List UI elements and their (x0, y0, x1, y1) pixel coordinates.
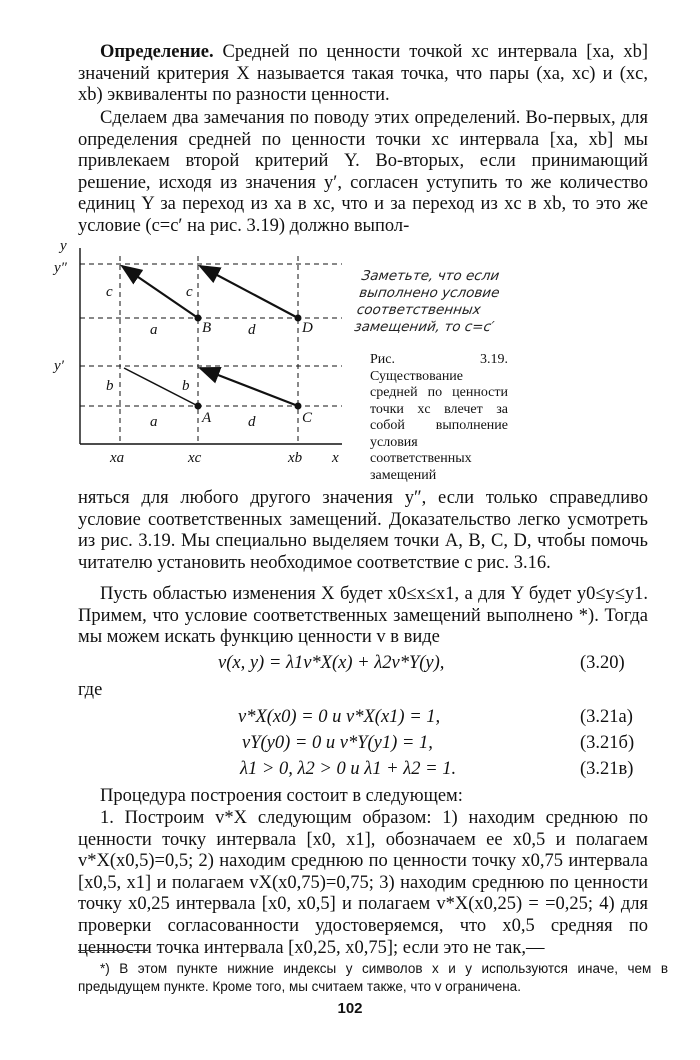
equation-3-21b-number: (3.21б) (580, 733, 635, 753)
axis-x-label: x (332, 450, 339, 466)
definition-label: Определение. (100, 42, 214, 62)
axis-y-label: y (60, 238, 67, 254)
arrow-D-to-upper (200, 266, 298, 318)
point-A-label: A (202, 410, 212, 426)
point-A-dot (195, 403, 202, 410)
page-number: 102 (337, 1000, 363, 1017)
equation-3-21a: v*X(x0) = 0 и v*X(x1) = 1, (238, 707, 441, 727)
continuation-paragraph: няться для любого другого значения y″, если только справедливо условие соответственных замещений. Доказательство легко усмотреть из рис. 3.19. Мы специально выделяем точки A, B, C, D, чтобы помочь читателю установить необходимое соответствие с рис. 3.16. (78, 488, 648, 573)
procedure-step-1: 1. Построим v*X следующим образом: 1) находим среднюю по ценности точку интервала [x0, x1], обозначаем ее x0,5 и полагаем v*X(x0,5)=0,5; 2) находим среднюю по ценности точку x0,75 интервала [x0,5, x1] и полагаем vX(x0,75)=0,75; 3) находим среднюю по ценности точку x0,25 интервала [x0, x0,5] и полагаем v*X(x0,25) = =0,25; 4) для проверки согласованности удостоверяемся, что x0,5 средняя по ценности точка интервала [x0,25, x0,75]; если это не так,— (78, 808, 648, 958)
x-label-xb: xb (288, 450, 303, 466)
lower-vertical-label-2: b (182, 378, 190, 394)
lower-segment-d: d (248, 414, 256, 430)
range-paragraph: Пусть областью изменения X будет x0≤x≤x1, а для Y будет y0≤y≤y1. Примем, что условие соответственных замещений выполнено *). Тогда мы можем искать функцию ценности v в виде (78, 584, 648, 648)
point-C-dot (295, 403, 302, 410)
equation-3-21c: λ1 > 0, λ2 > 0 и λ1 + λ2 = 1. (240, 759, 457, 779)
footnote: *) В этом пункте нижние индексы у символов x и y используются иначе, чем в предыдущем пункте. Кроме того, мы считаем также, что v ограничена. (78, 961, 668, 994)
x-label-xc: xc (188, 450, 202, 466)
remarks-paragraph: Сделаем два замечания по поводу этих определений. Во-первых, для определения средней по ценности точки xc интервала [xa, xb] мы привлекаем второй критерий Y. Во-вторых, если принимающий решение, исходя из значения y′, согласен уступить то же количество единиц Y за переход из xa в xc, что и за переход из xc в xb, то это же условие (c=c′ на рис. 3.19) должно выпол- (78, 108, 648, 236)
point-C-label: C (302, 410, 313, 426)
equation-3-20-number: (3.20) (580, 653, 625, 673)
upper-segment-a: a (150, 322, 158, 338)
footnote-rule (78, 950, 148, 951)
point-B-label: B (202, 320, 212, 336)
upper-vertical-label-2: c (186, 284, 193, 300)
definition-paragraph (78, 42, 648, 107)
equation-3-21b: vY(y0) = 0 и v*Y(y1) = 1, (242, 733, 433, 753)
handwritten-line: Заметьте, что если (360, 268, 501, 284)
x-label-xa: xa (110, 450, 125, 466)
figure-caption: Рис. 3.19. Существование средней по ценности точки xc влечет за собой выполнение условия соответственных замещений (370, 352, 508, 483)
handwritten-note (353, 268, 503, 336)
lower-vertical-label-1: b (106, 378, 114, 394)
point-D-dot (295, 315, 302, 322)
lower-segment-a: a (150, 414, 158, 430)
y-lower-label: y′ (54, 358, 64, 374)
upper-segment-d: d (248, 322, 256, 338)
arrow-C-to-lower (200, 368, 298, 406)
definition-text: Средней по ценности точкой xc интервала [xa, xb] значений критерия X называется такая точка, что пары (xa, xc) и (xc, xb) эквиваленты по разности ценности. (78, 42, 649, 106)
handwritten-line: выполнено условие (358, 285, 501, 301)
handwritten-line: замещений, то c=c′ (353, 319, 496, 335)
point-B-dot (195, 315, 202, 322)
equation-3-21a-number: (3.21a) (580, 707, 633, 727)
equation-3-21c-number: (3.21в) (580, 759, 634, 779)
handwritten-line: соответственных (355, 302, 482, 318)
equation-3-20: v(x, y) = λ1v*X(x) + λ2v*Y(y), (218, 653, 445, 673)
procedure-intro: Процедура построения состоит в следующем: (100, 786, 463, 806)
y-upper-label: y″ (54, 260, 67, 276)
upper-vertical-label-1: c (106, 284, 113, 300)
point-D-label: D (302, 320, 313, 336)
where-word: где (78, 680, 103, 700)
figure-3-19 (52, 236, 402, 476)
